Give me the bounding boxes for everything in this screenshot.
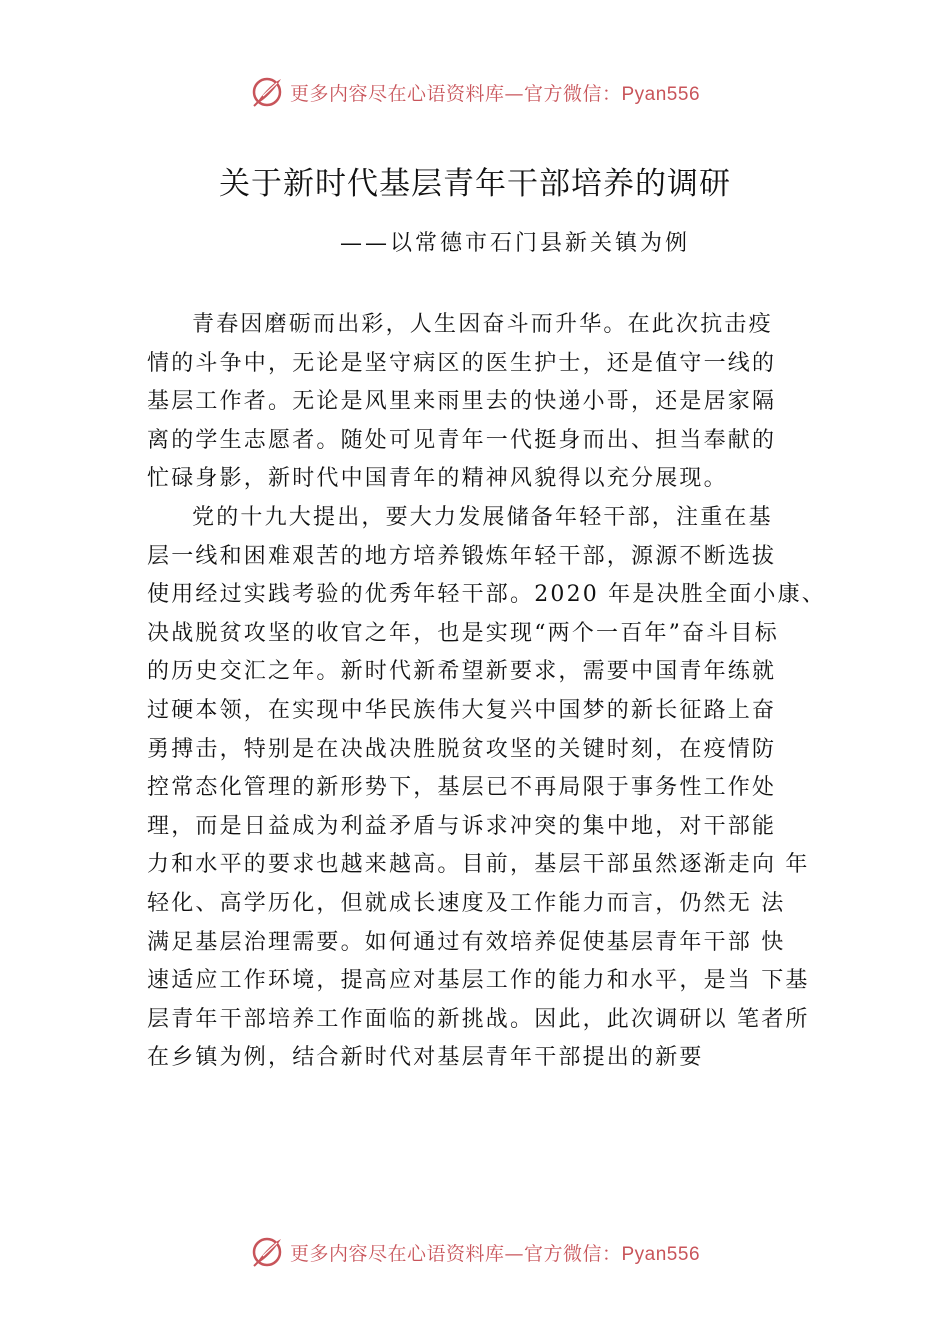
text-line: 党的十九大提出，要大力发展储备年轻干部，注重在基 (192, 504, 773, 530)
footer-watermark (0, 1232, 950, 1272)
body-text (147, 306, 833, 1078)
quill-pen-logo-icon (250, 1235, 284, 1269)
text-line: 使用经过实践考验的优秀年轻干部。2020 年是决胜全面小康、 (147, 582, 826, 608)
wechat-id: Pyan556 (621, 1243, 701, 1265)
text-line: 勇搏击，特别是在决战决胜脱贫攻坚的关键时刻，在疫情防 (147, 736, 777, 762)
header-watermark (0, 72, 950, 112)
text-line: 的历史交汇之年。新时代新希望新要求，需要中国青年练就 (147, 659, 777, 685)
text-line: 层一线和困难艰苦的地方培养锻炼年轻干部，源源不断选拔 (147, 543, 777, 569)
watermark-text: 更多内容尽在心语资料库—官方微信：Pyan556 (289, 82, 701, 105)
text-line: 满足基层治理需要。如何通过有效培养促使基层青年干部 快 (147, 929, 786, 955)
wechat-id: Pyan556 (621, 83, 701, 105)
watermark-text: 更多内容尽在心语资料库—官方微信：Pyan556 (289, 1242, 701, 1265)
text-line: 控常态化管理的新形势下，基层已不再局限于事务性工作处 (147, 775, 777, 801)
text-line: 青春因磨砺而出彩，人生因奋斗而升华。在此次抗击疫 (192, 312, 773, 337)
text-line: 忙碌身影，新时代中国青年的精神风貌得以充分展现。 (147, 466, 728, 492)
text-line: 离的学生志愿者。随处可见青年一代挺身而出、担当奉献的 (147, 427, 777, 453)
text-line: 基层工作者。无论是风里来雨里去的快递小哥，还是居家隔 (147, 389, 777, 415)
text-line: 过硬本领，在实现中华民族伟大复兴中国梦的新长征路上奋 (147, 697, 777, 723)
text-line: 理，而是日益成为利益矛盾与诉求冲突的集中地，对干部能 (147, 813, 777, 839)
document-title: 关于新时代基层青年干部培养的调研 (219, 166, 731, 202)
text-line: 速适应工作环境，提高应对基层工作的能力和水平，是当 下基 (147, 968, 810, 994)
quill-pen-logo-icon (250, 75, 284, 109)
text-line: 力和水平的要求也越来越高。目前，基层干部虽然逐渐走向 年 (147, 852, 810, 878)
document-subtitle: ——以常德市石门县新关镇为例 (339, 231, 690, 256)
text-line: 层青年干部培养工作面临的新挑战。因此，此次调研以 笔者所 (147, 1006, 810, 1032)
text-line: 决战脱贫攻坚的收官之年，也是实现“两个一百年”奋斗目标 (147, 620, 779, 646)
text-line: 在乡镇为例，结合新时代对基层青年干部提出的新要 (147, 1045, 704, 1071)
text-line: 轻化、高学历化，但就成长速度及工作能力而言，仍然无 法 (147, 890, 786, 916)
text-line: 情的斗争中，无论是坚守病区的医生护士，还是值守一线的 (147, 350, 777, 376)
